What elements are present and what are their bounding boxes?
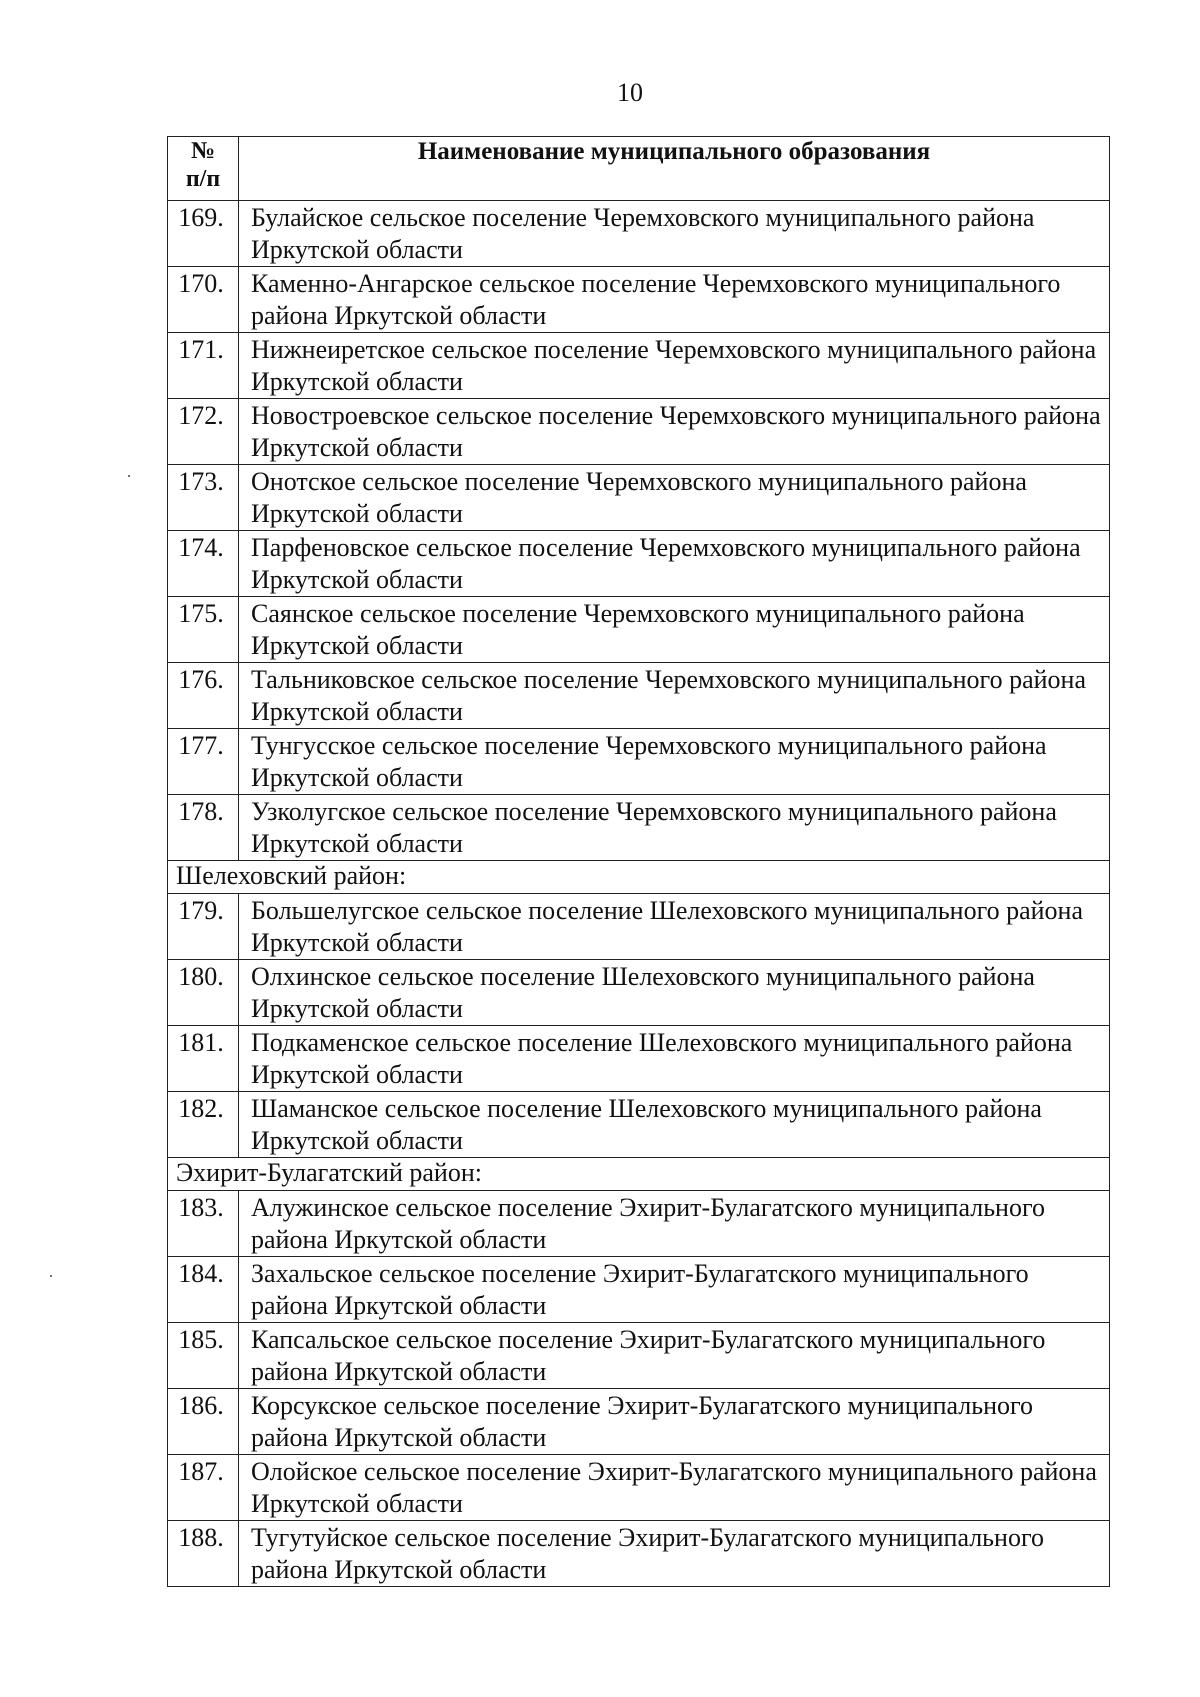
table-row bbox=[168, 1521, 1110, 1587]
municipality-name: Узколугское сельское поселение Черемховского муниципального района Иркутской области bbox=[239, 795, 1110, 861]
row-number: 171. bbox=[168, 333, 239, 399]
section-label: Эхирит-Булагатский район: bbox=[168, 1158, 1110, 1191]
municipality-name: Большелугское сельское поселение Шелеховского муниципального района Иркутской области bbox=[239, 894, 1110, 960]
municipality-name: Онотское сельское поселение Черемховского муниципального района Иркутской области bbox=[239, 465, 1110, 531]
row-number: 182. bbox=[168, 1092, 239, 1158]
table-row bbox=[168, 1257, 1110, 1323]
municipality-name: Захальское сельское поселение Эхирит-Булагатского муниципального района Иркутской области bbox=[239, 1257, 1110, 1323]
municipality-name: Булайское сельское поселение Черемховского муниципального района Иркутской области bbox=[239, 201, 1110, 267]
municipality-name: Шаманское сельское поселение Шелеховского муниципального района Иркутской области bbox=[239, 1092, 1110, 1158]
row-number: 170. bbox=[168, 267, 239, 333]
row-number: 176. bbox=[168, 663, 239, 729]
municipality-name: Каменно-Ангарское сельское поселение Черемховского муниципального района Иркутской области bbox=[239, 267, 1110, 333]
municipality-name: Новостроевское сельское поселение Черемховского муниципального района Иркутской области bbox=[239, 399, 1110, 465]
municipality-name: Олхинское сельское поселение Шелеховского муниципального района Иркутской области bbox=[239, 960, 1110, 1026]
municipality-name: Олойское сельское поселение Эхирит-Булагатского муниципального района Иркутской области bbox=[239, 1455, 1110, 1521]
page-number: 10 bbox=[617, 78, 643, 107]
table-row bbox=[168, 1455, 1110, 1521]
scan-speck bbox=[50, 1275, 52, 1277]
table-row bbox=[168, 1323, 1110, 1389]
table-row bbox=[168, 399, 1110, 465]
section-row bbox=[168, 861, 1110, 894]
municipality-name: Алужинское сельское поселение Эхирит-Булагатского муниципального района Иркутской области bbox=[239, 1191, 1110, 1257]
table-row bbox=[168, 1026, 1110, 1092]
header-number-symbol: № bbox=[190, 138, 216, 164]
municipality-name: Корсукское сельское поселение Эхирит-Булагатского муниципального района Иркутской области bbox=[239, 1389, 1110, 1455]
table-row bbox=[168, 894, 1110, 960]
table-row bbox=[168, 1389, 1110, 1455]
header-name-cell: Наименование муниципального образования bbox=[239, 137, 1110, 201]
table-row bbox=[168, 465, 1110, 531]
row-number: 185. bbox=[168, 1323, 239, 1389]
row-number: 181. bbox=[168, 1026, 239, 1092]
row-number: 172. bbox=[168, 399, 239, 465]
table-row bbox=[168, 597, 1110, 663]
section-label: Шелеховский район: bbox=[168, 861, 1110, 894]
header-number-abbrev: п/п bbox=[185, 166, 221, 192]
table-row bbox=[168, 795, 1110, 861]
row-number: 175. bbox=[168, 597, 239, 663]
scan-speck bbox=[128, 475, 130, 477]
table-row bbox=[168, 1092, 1110, 1158]
row-number: 187. bbox=[168, 1455, 239, 1521]
header-number-cell bbox=[168, 137, 239, 201]
municipalities-table bbox=[167, 136, 1110, 1587]
row-number: 188. bbox=[168, 1521, 239, 1587]
municipality-name: Парфеновское сельское поселение Черемховского муниципального района Иркутской области bbox=[239, 531, 1110, 597]
row-number: 183. bbox=[168, 1191, 239, 1257]
municipality-name: Тугутуйское сельское поселение Эхирит-Булагатского муниципального района Иркутской области bbox=[239, 1521, 1110, 1587]
table-header-row bbox=[168, 137, 1110, 201]
table-body bbox=[168, 201, 1110, 1587]
table-row bbox=[168, 267, 1110, 333]
municipality-name: Тальниковское сельское поселение Черемховского муниципального района Иркутской области bbox=[239, 663, 1110, 729]
row-number: 186. bbox=[168, 1389, 239, 1455]
municipality-name: Саянское сельское поселение Черемховского муниципального района Иркутской области bbox=[239, 597, 1110, 663]
table-row bbox=[168, 663, 1110, 729]
table-row bbox=[168, 729, 1110, 795]
section-row bbox=[168, 1158, 1110, 1191]
row-number: 173. bbox=[168, 465, 239, 531]
table-row bbox=[168, 960, 1110, 1026]
row-number: 177. bbox=[168, 729, 239, 795]
row-number: 179. bbox=[168, 894, 239, 960]
municipality-name: Нижнеиретское сельское поселение Черемховского муниципального района Иркутской области bbox=[239, 333, 1110, 399]
municipality-name: Тунгусское сельское поселение Черемховского муниципального района Иркутской области bbox=[239, 729, 1110, 795]
row-number: 180. bbox=[168, 960, 239, 1026]
row-number: 178. bbox=[168, 795, 239, 861]
municipality-name: Подкаменское сельское поселение Шелеховского муниципального района Иркутской области bbox=[239, 1026, 1110, 1092]
row-number: 184. bbox=[168, 1257, 239, 1323]
table-row bbox=[168, 333, 1110, 399]
row-number: 174. bbox=[168, 531, 239, 597]
table-row bbox=[168, 1191, 1110, 1257]
table-row bbox=[168, 201, 1110, 267]
municipality-name: Капсальское сельское поселение Эхирит-Булагатского муниципального района Иркутской области bbox=[239, 1323, 1110, 1389]
row-number: 169. bbox=[168, 201, 239, 267]
table-row bbox=[168, 531, 1110, 597]
